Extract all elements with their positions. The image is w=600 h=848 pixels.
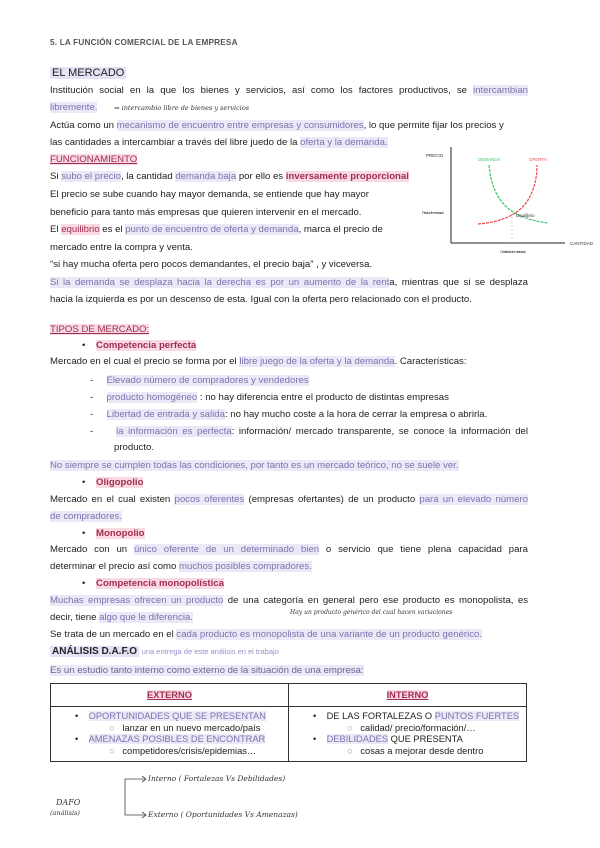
handwritten-note: Hay un producto genérico del cual hacen variaciones xyxy=(290,609,453,616)
section-heading-dafo: ANÁLISIS D.A.F.O una entrega de este análisis en el trabajo xyxy=(52,646,279,657)
paragraph-line: mercado entre la compra y venta. xyxy=(50,242,193,253)
paragraph-line: Si la demanda se desplaza hacia la derecha es por un aumento de la renta, mientras que si se desplaza xyxy=(50,277,528,288)
paragraph-line: Mercado en el cual existen pocos oferentes (empresas ofertantes) de un producto para un elevado número xyxy=(50,494,528,505)
market-price-label: Precio de mercado xyxy=(422,210,444,215)
list-item-competencia-monopolistica: • Competencia monopolística xyxy=(82,578,224,589)
paragraph-line: Institución social en la que los bienes y servicios, así como los factores productivos, se intercambian xyxy=(50,85,528,96)
document-title: 5. LA FUNCIÓN COMERCIAL DE LA EMPRESA xyxy=(50,38,238,47)
supply-demand-graph xyxy=(420,145,600,265)
list-item: - la información es perfecta: información/ mercado transparente, se conoce la información del xyxy=(90,426,528,437)
paragraph-line: El equilibrio es el punto de encuentro de oferta y demanda, marca el precio de xyxy=(50,224,383,235)
paragraph-line: de compradores. xyxy=(50,511,122,522)
paragraph-line: El precio se sube cuando hay mayor demanda, se entiende que hay mayor xyxy=(50,189,369,200)
paragraph-line: Actúa como un mecanismo de encuentro entre empresas y consumidores, lo que permite fijar los precios y xyxy=(50,120,504,131)
list-item-oligopolio: • Oligopolio xyxy=(82,477,144,488)
y-axis-label: PRECIO xyxy=(426,153,444,158)
paragraph-line: beneficio para tanto más empresas que quieren intervenir en el mercado. xyxy=(50,207,362,218)
section-heading-tipos: TIPOS DE MERCADO: xyxy=(50,324,150,335)
handwritten-note: ⇒ intercambio libre de bienes y servicios xyxy=(114,104,250,112)
paragraph-line: Si subo el precio, la cantidad demanda baja por ello es inversamente proporcional xyxy=(50,171,409,182)
paragraph-line: Se trata de un mercado en el cada producto es monopolista de una variante de un producto genérico. xyxy=(50,629,483,640)
paragraph-line: Muchas empresas ofrecen un producto de una categoría en general pero ese producto es monopolista, es xyxy=(50,595,528,606)
column-header-interno: INTERNO xyxy=(289,684,527,707)
paragraph-line: Mercado en el cual el precio se forma por el libre juego de la oferta y la demanda. Características: xyxy=(50,356,467,367)
section-heading-funcionamiento: FUNCIONAMIENTO xyxy=(50,154,138,165)
cell-externo: • OPORTUNIDADES QUE SE PRESENTAN ○ lanzar en un nuevo mercado/país • AMENAZAS POSIBLES DE ENCONTRAR ○ competidores/crisis/epidemias… xyxy=(51,707,289,762)
paragraph-line: “si hay mucha oferta pero pocos demandantes, el precio baja” , y viceversa. xyxy=(50,259,373,270)
paragraph-line: Mercado con un único oferente de un determinado bien o servicio que tiene plena capacidad para xyxy=(50,544,528,555)
section-heading-mercado: EL MERCADO xyxy=(52,67,125,79)
equilibrium-label: Equilibrio xyxy=(516,213,535,218)
paragraph-line: decir, tiene algo que le diferencia. xyxy=(50,612,193,623)
paragraph-line: No siempre se cumplen todas las condiciones, por tanto es un mercado teórico, no se suele ver. xyxy=(50,460,459,471)
list-item-continuation: producto. xyxy=(114,442,155,453)
supply-label: OFERTA xyxy=(529,157,547,162)
list-item: - Libertad de entrada y salida: no hay mucho coste a la hora de cerrar la empresa o abrirla. xyxy=(90,409,488,420)
paragraph-line: determinar el precio así como muchos posibles compradores. xyxy=(50,561,312,572)
cell-interno: • DE LAS FORTALEZAS O PUNTOS FUERTES ○ calidad/ precio/formación/… • DEBILIDADES QUE PRESENTA ○ cosas a mejorar desde dentro xyxy=(289,707,527,762)
list-item-monopolio: • Monopolio xyxy=(82,528,145,539)
paragraph-line: hacia la izquierda es por un descenso de esta. Igual con la oferta pero relacionado con el producto. xyxy=(50,294,472,305)
list-item: - Elevado número de compradores y vendedores xyxy=(90,375,309,386)
column-header-externo: EXTERNO xyxy=(51,684,289,707)
x-axis-label: CANTIDAD xyxy=(570,241,594,246)
dafo-table xyxy=(50,683,527,762)
list-item-competencia-perfecta: • Competencia perfecta xyxy=(82,340,197,351)
paragraph-line: libremente. ⇒ intercambio libre de bienes y servicios xyxy=(50,102,250,113)
demand-label: DEMANDA xyxy=(478,157,501,162)
paragraph-line: las cantidades a intercambiar a través del libre juedo de la oferta y la demanda. xyxy=(50,137,388,148)
market-quantity-label: Cantidad de mercado xyxy=(500,249,526,254)
list-item: - producto homogéneo : no hay diferencia entre el producto de distintas empresas xyxy=(90,392,449,403)
paragraph-line: Es un estudio tanto interno como externo de la situación de una empresa: xyxy=(50,665,364,676)
